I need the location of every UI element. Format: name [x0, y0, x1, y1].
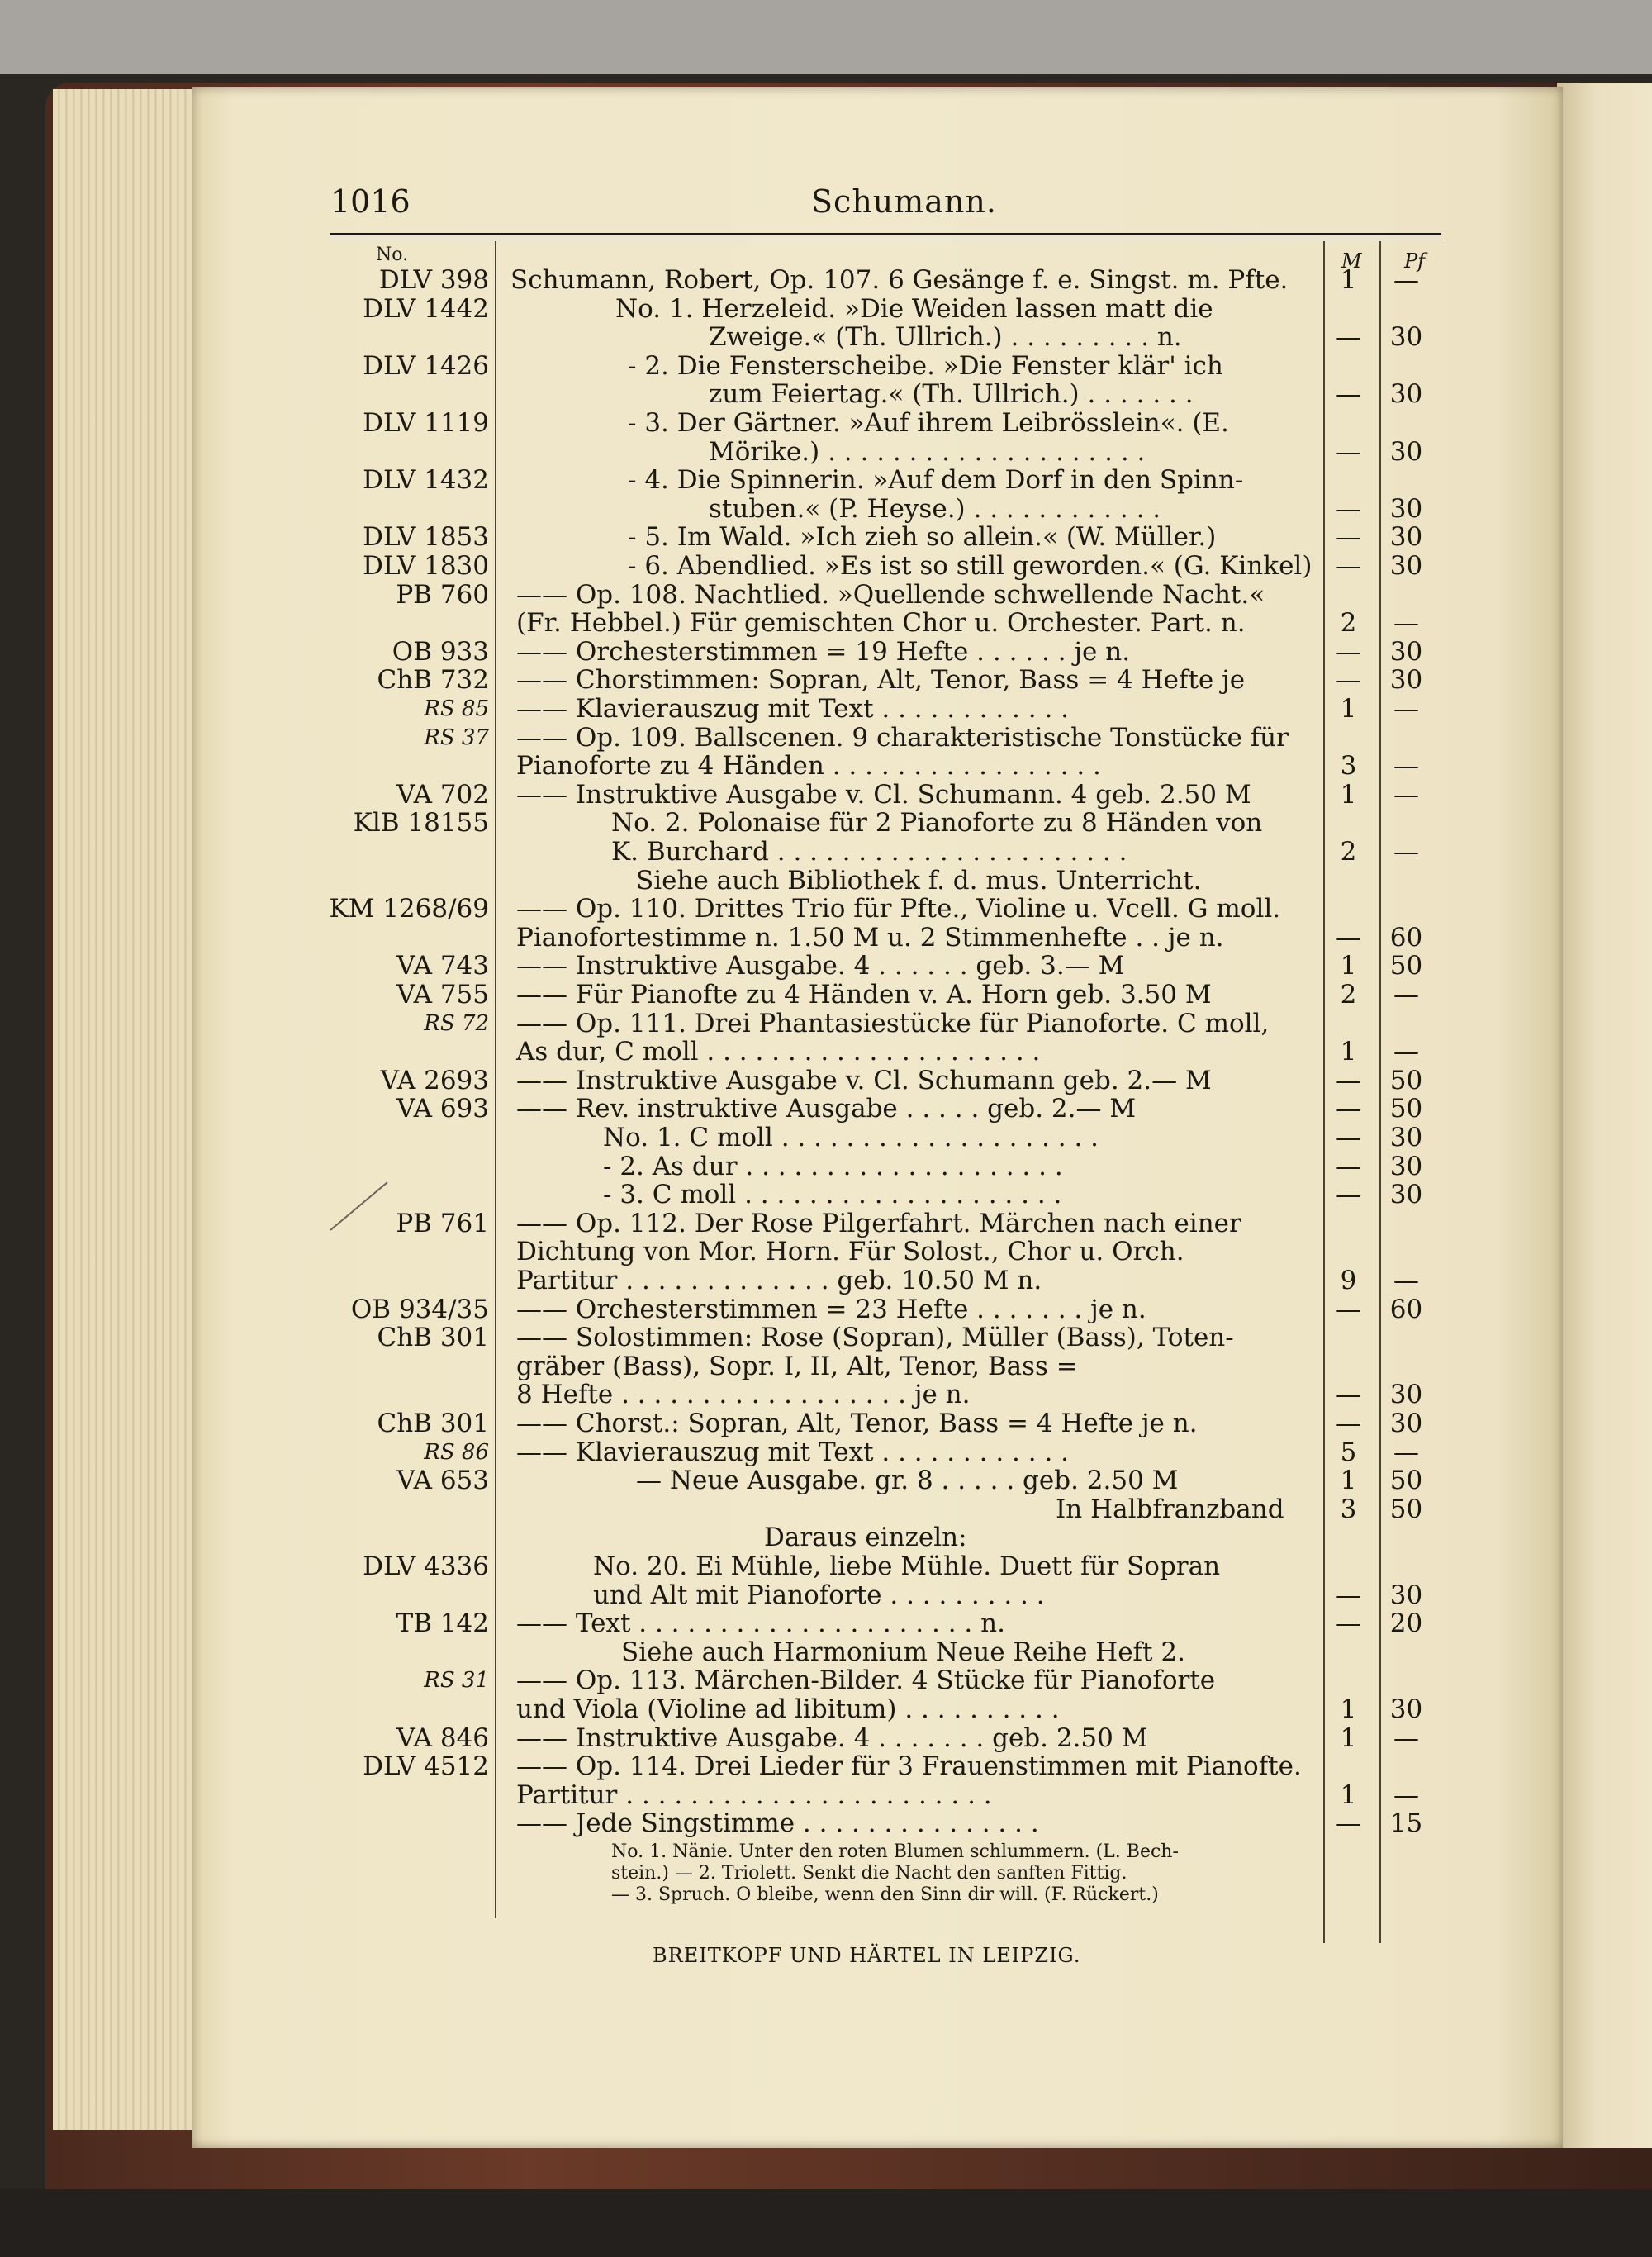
catalog-number: ChB 301: [377, 1409, 489, 1438]
price-pfennig: 60: [1389, 922, 1423, 953]
catalog-row: [0, 1266, 1652, 1295]
column-label-no: No.: [376, 245, 409, 265]
catalog-row: [0, 438, 1652, 466]
price-pfennig: 50: [1389, 1065, 1423, 1095]
entry-text: Daraus einzeln:: [764, 1523, 967, 1553]
entry-text: —— Rev. instruktive Ausgabe . . . . . geb. 2.— M: [516, 1094, 1137, 1124]
catalog-row: [0, 1666, 1652, 1694]
catalog-row: [0, 1067, 1652, 1095]
price-mark: —: [1336, 551, 1361, 581]
entry-text: —— Solostimmen: Rose (Sopran), Müller (Bass), Toten-: [516, 1323, 1234, 1353]
catalog-row: [0, 1609, 1652, 1637]
price-pfennig: —: [1393, 1037, 1419, 1067]
catalog-number: RS 37: [424, 725, 489, 750]
price-mark: —: [1336, 922, 1361, 953]
catalog-row: [0, 1581, 1652, 1609]
catalog-row: [0, 952, 1652, 980]
catalog-number: DLV 1432: [363, 465, 489, 496]
catalog-row: [0, 1638, 1652, 1666]
running-head: Schumann.: [811, 183, 997, 220]
catalog-row: [0, 1380, 1652, 1409]
catalog-number: DLV 4512: [363, 1751, 489, 1782]
entry-text: —— Op. 111. Drei Phantasiestücke für Pianoforte. C moll,: [516, 1008, 1270, 1038]
price-mark: —: [1336, 436, 1361, 467]
catalog-row: [0, 1323, 1652, 1352]
catalog-row: [0, 1466, 1652, 1494]
catalog-number: DLV 1853: [363, 522, 489, 553]
entry-text: —— Orchesterstimmen = 23 Hefte . . . . . . . je n.: [516, 1294, 1146, 1324]
price-pfennig: —: [1393, 1437, 1419, 1467]
catalog-row: [0, 1884, 1652, 1906]
entry-text: Mörike.) . . . . . . . . . . . . . . . . . . . .: [709, 436, 1146, 467]
price-mark: —: [1336, 1094, 1361, 1124]
price-mark: 3: [1340, 1494, 1357, 1524]
price-mark: 2: [1340, 837, 1357, 867]
price-mark: 1: [1340, 951, 1357, 981]
entry-text: stuben.« (P. Heyse.) . . . . . . . . . . . .: [709, 493, 1161, 524]
catalog-row: [0, 1863, 1652, 1884]
catalog-row: [0, 523, 1652, 551]
price-pfennig: 30: [1389, 1123, 1423, 1152]
catalog-row: [0, 1124, 1652, 1152]
price-pfennig: 30: [1389, 551, 1423, 581]
entry-text: —— Klavierauszug mit Text . . . . . . . . . . . .: [516, 694, 1070, 724]
entry-text: Siehe auch Bibliothek f. d. mus. Unterricht.: [636, 865, 1202, 896]
price-pfennig: —: [1393, 265, 1419, 295]
price-pfennig: 20: [1389, 1608, 1423, 1639]
entry-text: Zweige.« (Th. Ullrich.) . . . . . . . . . n.: [709, 322, 1182, 353]
entry-text: gräber (Bass), Sopr. I, II, Alt, Tenor, Bass =: [516, 1351, 1078, 1381]
entry-text: Partitur . . . . . . . . . . . . . . . . . . . . . . .: [516, 1779, 992, 1810]
catalog-number: OB 933: [392, 636, 489, 667]
price-pfennig: 30: [1389, 665, 1423, 696]
entry-text: —— Op. 110. Drittes Trio für Pfte., Violine u. Vcell. G moll.: [516, 894, 1281, 924]
catalog-row: [0, 1038, 1652, 1066]
price-mark: 1: [1340, 1466, 1357, 1496]
price-mark: 5: [1340, 1437, 1357, 1467]
price-pfennig: —: [1393, 1722, 1419, 1753]
entry-text: —— Op. 108. Nachtlied. »Quellende schwellende Nacht.«: [516, 579, 1265, 610]
catalog-number: RS 31: [424, 1668, 489, 1694]
price-mark: —: [1336, 1123, 1361, 1152]
entry-text: —— Jede Singstimme . . . . . . . . . . . . . . .: [516, 1808, 1039, 1839]
catalog-row: [0, 781, 1652, 809]
entry-text: —— Op. 109. Ballscenen. 9 charakteristische Tonstücke für: [516, 722, 1289, 753]
price-mark: —: [1336, 665, 1361, 696]
price-pfennig: 30: [1389, 636, 1423, 667]
price-pfennig: 30: [1389, 522, 1423, 553]
entry-text: —— Instruktive Ausgabe. 4 . . . . . . . geb. 2.50 M: [516, 1722, 1148, 1753]
entry-text: und Alt mit Pianoforte . . . . . . . . . .: [593, 1580, 1045, 1610]
price-mark: —: [1336, 1065, 1361, 1095]
entry-text: —— Chorst.: Sopran, Alt, Tenor, Bass = 4 Hefte je n.: [516, 1409, 1198, 1438]
catalog-row: [0, 838, 1652, 866]
price-mark: 2: [1340, 980, 1357, 1010]
price-pfennig: —: [1393, 694, 1419, 724]
catalog-row: [0, 495, 1652, 523]
price-pfennig: 30: [1389, 1151, 1423, 1181]
price-pfennig: —: [1393, 751, 1419, 782]
price-mark: 1: [1340, 779, 1357, 810]
catalog-number: VA 653: [396, 1466, 489, 1496]
catalog-row: [0, 609, 1652, 637]
catalog-row: [0, 1752, 1652, 1780]
price-mark: —: [1336, 522, 1361, 553]
catalog-number: RS 86: [424, 1439, 489, 1465]
entry-text: Partitur . . . . . . . . . . . . . geb. 10.50 M n.: [516, 1266, 1042, 1295]
catalog-row: [0, 581, 1652, 609]
price-mark: 2: [1340, 608, 1357, 639]
entry-text: As dur, C moll . . . . . . . . . . . . . . . . . . . . .: [516, 1037, 1041, 1067]
price-pfennig: 30: [1389, 1694, 1423, 1724]
price-mark: —: [1336, 1180, 1361, 1210]
price-pfennig: —: [1393, 779, 1419, 810]
entry-text: 8 Hefte . . . . . . . . . . . . . . . . . . je n.: [516, 1380, 971, 1410]
catalog-number: KlB 18155: [353, 808, 489, 839]
catalog-row: [0, 752, 1652, 780]
catalog-number: ChB 732: [377, 665, 489, 696]
catalog-number: VA 693: [396, 1094, 489, 1124]
catalog-row: [0, 1841, 1652, 1863]
catalog-row: [0, 409, 1652, 437]
entry-text: - 5. Im Wald. »Ich zieh so allein.« (W. Müller.): [628, 522, 1217, 553]
entry-text: —— Text . . . . . . . . . . . . . . . . . . . . . n.: [516, 1608, 1005, 1639]
catalog-row: [0, 352, 1652, 380]
catalog-number: DLV 1119: [363, 408, 489, 438]
price-mark: —: [1336, 1608, 1361, 1639]
catalog-number: OB 934/35: [350, 1294, 489, 1324]
price-pfennig: 30: [1389, 1580, 1423, 1610]
catalog-row: [0, 1781, 1652, 1809]
price-pfennig: —: [1393, 837, 1419, 867]
catalog-row: [0, 552, 1652, 580]
catalog-row: [0, 1552, 1652, 1580]
entry-text: stein.) — 2. Triolett. Senkt die Nacht den sanften Fittig.: [611, 1863, 1127, 1884]
entry-text: - 3. C moll . . . . . . . . . . . . . . . . . . . .: [603, 1180, 1062, 1210]
entry-text: Siehe auch Harmonium Neue Reihe Heft 2.: [621, 1637, 1185, 1667]
price-mark: 1: [1340, 1722, 1357, 1753]
catalog-row: [0, 724, 1652, 752]
catalog-number: VA 846: [396, 1722, 489, 1753]
catalog-row: [0, 895, 1652, 923]
price-pfennig: 50: [1389, 1094, 1423, 1124]
catalog-row: [0, 1181, 1652, 1209]
catalog-row: [0, 1095, 1652, 1123]
price-pfennig: —: [1393, 980, 1419, 1010]
catalog-row: [0, 867, 1652, 895]
price-mark: —: [1336, 636, 1361, 667]
price-pfennig: 50: [1389, 1466, 1423, 1496]
catalog-number: DLV 4336: [363, 1551, 489, 1581]
entry-text: —— Chorstimmen: Sopran, Alt, Tenor, Bass = 4 Hefte je: [516, 665, 1246, 696]
entry-text: zum Feiertag.« (Th. Ullrich.) . . . . . . .: [709, 379, 1194, 410]
price-pfennig: 30: [1389, 436, 1423, 467]
catalog-number: VA 2693: [380, 1065, 489, 1095]
price-pfennig: —: [1393, 1266, 1419, 1295]
price-pfennig: 30: [1389, 379, 1423, 410]
column-label-mark: M: [1341, 249, 1362, 273]
entry-text: —— Orchesterstimmen = 19 Hefte . . . . . . je n.: [516, 636, 1131, 667]
entry-text: No. 1. Nänie. Unter den roten Blumen schlummern. (L. Bech-: [611, 1841, 1179, 1862]
price-mark: 9: [1340, 1266, 1357, 1295]
catalog-row: [0, 1695, 1652, 1723]
entry-text: —— Instruktive Ausgabe v. Cl. Schumann. 4 geb. 2.50 M: [516, 779, 1251, 810]
price-pfennig: 30: [1389, 1409, 1423, 1438]
catalog-number: VA 743: [396, 951, 489, 981]
catalog-number: DLV 1442: [363, 293, 489, 324]
entry-text: - 2. As dur . . . . . . . . . . . . . . . . . . . .: [603, 1151, 1063, 1181]
price-mark: —: [1336, 1294, 1361, 1324]
entry-text: —— Instruktive Ausgabe v. Cl. Schumann geb. 2.— M: [516, 1065, 1212, 1095]
catalog-row: [0, 1209, 1652, 1238]
entry-text: Dichtung von Mor. Horn. Für Solost., Chor u. Orch.: [516, 1237, 1184, 1267]
price-pfennig: —: [1393, 608, 1419, 639]
entry-text: In Halbfranzband: [1056, 1494, 1284, 1524]
price-mark: —: [1336, 493, 1361, 524]
price-pfennig: 50: [1389, 1494, 1423, 1524]
catalog-number: DLV 1426: [363, 350, 489, 381]
price-mark: 1: [1340, 1779, 1357, 1810]
catalog-number: VA 755: [396, 980, 489, 1010]
catalog-row: [0, 1495, 1652, 1523]
entry-text: — Neue Ausgabe. gr. 8 . . . . . geb. 2.50 M: [636, 1466, 1179, 1496]
price-pfennig: 15: [1389, 1808, 1423, 1839]
catalog-number: ChB 301: [377, 1323, 489, 1353]
catalog-row: [0, 1724, 1652, 1752]
catalog-number: DLV 398: [378, 265, 489, 295]
catalog-row: [0, 1809, 1652, 1837]
price-mark: 1: [1340, 265, 1357, 295]
catalog-row: [0, 638, 1652, 666]
price-mark: —: [1336, 1151, 1361, 1181]
entry-text: Pianoforte zu 4 Händen . . . . . . . . . . . . . . . . .: [516, 751, 1101, 782]
publisher-footer: BREITKOPF UND HÄRTEL IN LEIPZIG.: [653, 1944, 1081, 1967]
entry-text: - 4. Die Spinnerin. »Auf dem Dorf in den Spinn-: [628, 465, 1244, 496]
entry-text: —— Für Pianofte zu 4 Händen v. A. Horn geb. 3.50 M: [516, 980, 1212, 1010]
price-mark: 1: [1340, 1694, 1357, 1724]
page-number: 1016: [330, 183, 411, 220]
catalog-number: PB 760: [396, 579, 489, 610]
price-mark: —: [1336, 322, 1361, 353]
price-pfennig: 30: [1389, 1180, 1423, 1210]
catalog-number: KM 1268/69: [329, 894, 489, 924]
catalog-row: [0, 466, 1652, 494]
entry-text: No. 20. Ei Mühle, liebe Mühle. Duett für Sopran: [593, 1551, 1221, 1581]
entry-text: No. 1. C moll . . . . . . . . . . . . . . . . . . . .: [603, 1123, 1099, 1152]
catalog-row: [0, 1010, 1652, 1038]
catalog-row: [0, 981, 1652, 1009]
catalog-row: [0, 1352, 1652, 1380]
catalog-row: [0, 1238, 1652, 1266]
price-pfennig: 30: [1389, 493, 1423, 524]
price-pfennig: —: [1393, 1779, 1419, 1810]
entry-text: Pianofortestimme n. 1.50 M u. 2 Stimmenhefte . . je n.: [516, 922, 1224, 953]
catalog-row: [0, 1438, 1652, 1466]
entry-text: —— Op. 114. Drei Lieder für 3 Frauenstimmen mit Pianofte.: [516, 1751, 1302, 1782]
price-pfennig: 30: [1389, 1380, 1423, 1410]
catalog-number: RS 85: [424, 696, 489, 721]
entry-text: - 3. Der Gärtner. »Auf ihrem Leibrösslein«. (E.: [628, 408, 1229, 438]
entry-text: No. 1. Herzeleid. »Die Weiden lassen matt die: [615, 293, 1213, 324]
price-mark: 1: [1340, 1037, 1357, 1067]
catalog-row: [0, 1152, 1652, 1181]
entry-text: und Viola (Violine ad libitum) . . . . . . . . . .: [516, 1694, 1060, 1724]
entry-text: - 6. Abendlied. »Es ist so still geworden.« (G. Kinkel): [628, 551, 1313, 581]
catalog-number: TB 142: [396, 1608, 489, 1639]
entry-text: —— Op. 112. Der Rose Pilgerfahrt. Märchen nach einer: [516, 1208, 1241, 1238]
catalog-row: [0, 266, 1652, 294]
price-mark: —: [1336, 1409, 1361, 1438]
price-pfennig: 30: [1389, 322, 1423, 353]
price-mark: —: [1336, 1808, 1361, 1839]
price-mark: —: [1336, 1380, 1361, 1410]
price-pfennig: 60: [1389, 1294, 1423, 1324]
catalog-row: [0, 695, 1652, 723]
catalog-row: [0, 809, 1652, 837]
price-pfennig: 50: [1389, 951, 1423, 981]
entry-text: K. Burchard . . . . . . . . . . . . . . . . . . . . . .: [611, 837, 1127, 867]
catalog-number: PB 761: [396, 1208, 489, 1238]
catalog-number: RS 72: [424, 1010, 489, 1036]
entry-text: —— Klavierauszug mit Text . . . . . . . . . . . .: [516, 1437, 1070, 1467]
entry-text: (Fr. Hebbel.) Für gemischten Chor u. Orchester. Part. n.: [516, 608, 1246, 639]
catalog-row: [0, 323, 1652, 351]
price-mark: 3: [1340, 751, 1357, 782]
price-mark: 1: [1340, 694, 1357, 724]
catalog-row: [0, 1523, 1652, 1551]
catalog-row: [0, 295, 1652, 323]
entry-text: - 2. Die Fensterscheibe. »Die Fenster klär' ich: [628, 350, 1223, 381]
catalog-row: [0, 1295, 1652, 1323]
catalog-row: [0, 1409, 1652, 1437]
price-mark: —: [1336, 1580, 1361, 1610]
entry-text: —— Op. 113. Märchen-Bilder. 4 Stücke für Pianoforte: [516, 1665, 1216, 1696]
entry-text: — 3. Spruch. O bleibe, wenn den Sinn dir will. (F. Rückert.): [611, 1884, 1159, 1905]
entry-text: Schumann, Robert, Op. 107. 6 Gesänge f. e. Singst. m. Pfte.: [510, 265, 1289, 295]
catalog-row: [0, 924, 1652, 952]
catalog-number: VA 702: [396, 779, 489, 810]
catalog-row: [0, 666, 1652, 694]
column-label-pfennig: Pf: [1404, 249, 1426, 273]
catalog-row: [0, 380, 1652, 408]
price-mark: —: [1336, 379, 1361, 410]
catalog-number: DLV 1830: [363, 551, 489, 581]
entry-text: —— Instruktive Ausgabe. 4 . . . . . . geb. 3.— M: [516, 951, 1125, 981]
entry-text: No. 2. Polonaise für 2 Pianoforte zu 8 Händen von: [611, 808, 1263, 839]
